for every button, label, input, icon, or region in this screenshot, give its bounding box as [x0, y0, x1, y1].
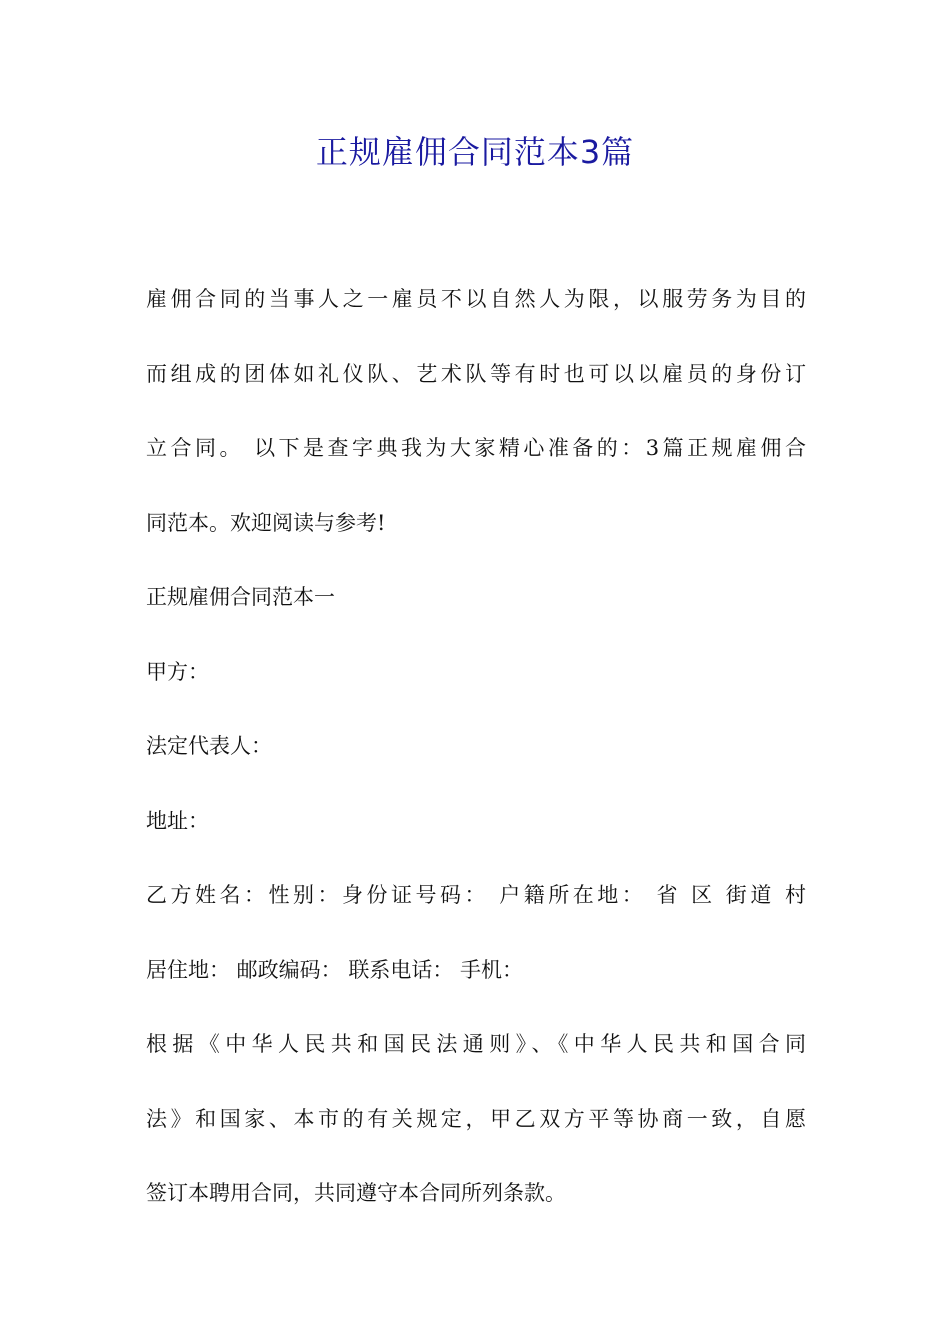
body-line: 根据《中华人民共和国民法通则》、《中华人民共和国合同 [146, 1032, 806, 1056]
body-line: 而组成的团体如礼仪队、艺术队等有时也可以以雇员的身份订 [146, 361, 806, 386]
party-a-label: 甲方： [146, 659, 209, 684]
legal-representative-label: 法定代表人： [146, 734, 272, 758]
document-title: 正规雇佣合同范本3篇 [315, 133, 635, 171]
body-line: 同范本。欢迎阅读与参考! [146, 510, 386, 535]
body-line: 签订本聘用合同，共同遵守本合同所列条款。 [146, 1181, 566, 1205]
body-line: 雇佣合同的当事人之一雇员不以自然人为限，以服劳务为目的 [146, 287, 806, 311]
body-line: 立合同。 以下是查字典我为大家精心准备的：3篇正规雇佣合 [146, 436, 806, 460]
body-line: 法》和国家、本市的有关规定，甲乙双方平等协商一致，自愿 [146, 1106, 806, 1131]
address-label: 地址： [146, 808, 209, 833]
party-b-info-line: 乙方姓名：性别：身份证号码： 户籍所在地： 省 区 街道 村 [146, 883, 806, 907]
document-body [146, 262, 806, 1231]
section-heading: 正规雇佣合同范本一 [146, 585, 335, 609]
party-b-contact-line: 居住地： 邮政编码： 联系电话： 手机： [146, 957, 524, 982]
